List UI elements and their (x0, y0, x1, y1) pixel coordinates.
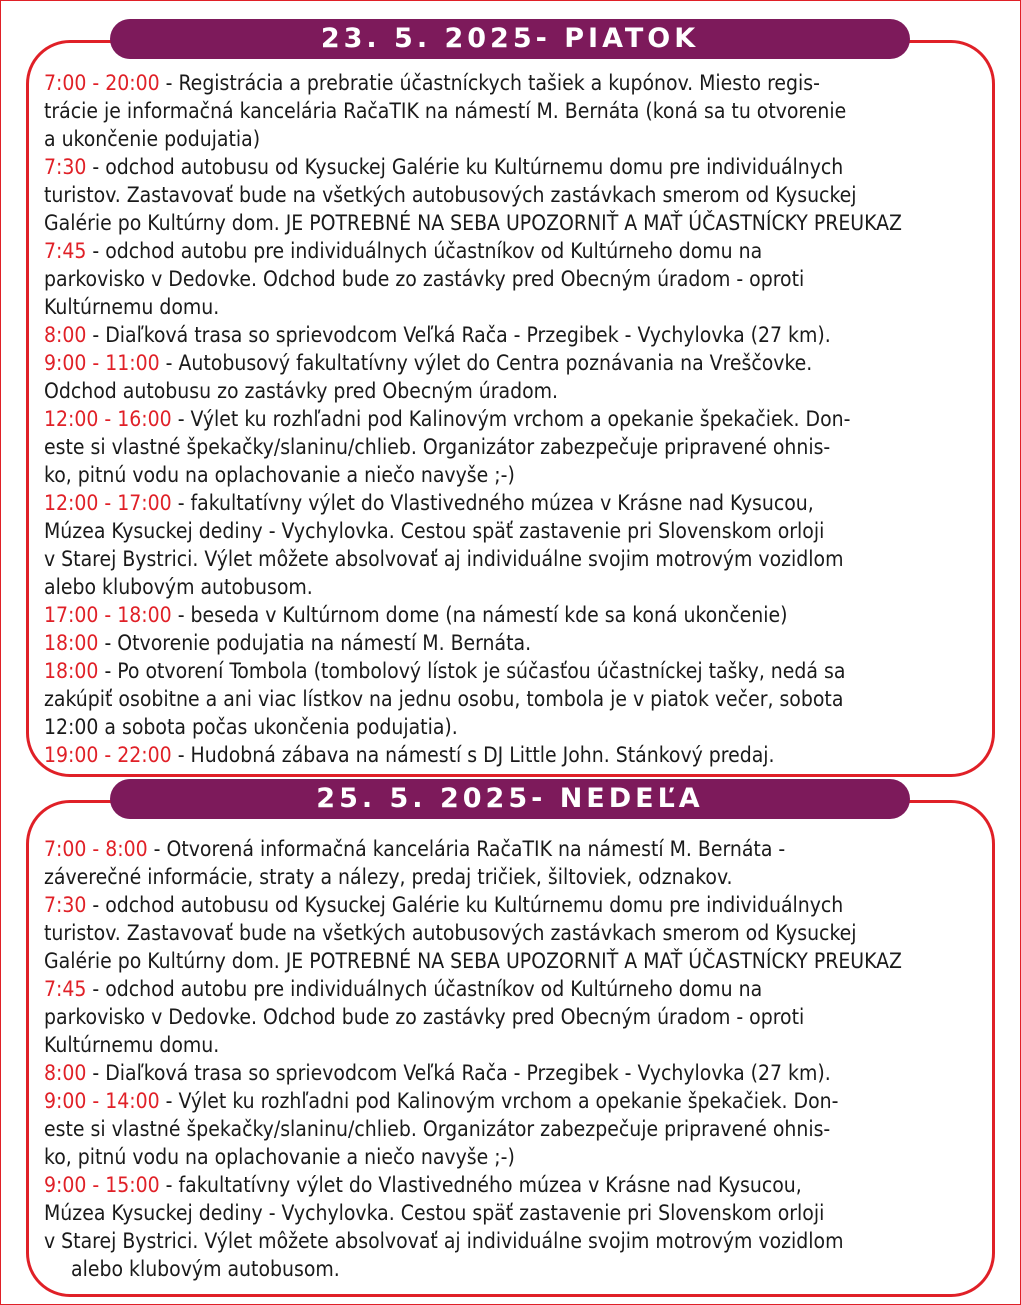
schedule-text: - Registrácia a prebratie účastníckych tašiek a kupónov. Miesto regis- (159, 71, 820, 95)
schedule-line (44, 1087, 979, 1115)
schedule-line (44, 1003, 979, 1031)
schedule-line (44, 293, 979, 321)
schedule-line (44, 657, 979, 685)
schedule-item (44, 237, 979, 321)
schedule-time: 7:00 - 8:00 (44, 837, 148, 861)
schedule-item (44, 601, 979, 629)
schedule-item (44, 629, 979, 657)
schedule-line (44, 237, 979, 265)
schedule-line (44, 1115, 979, 1143)
schedule-text: Odchod autobusu zo zastávky pred Obecným úradom. (44, 379, 559, 403)
schedule-item (44, 975, 979, 1059)
schedule-text: - Otvorená informačná kancelária RačaTIK na námestí M. Bernáta - (147, 837, 786, 861)
schedule-item (44, 835, 979, 891)
schedule-line (44, 713, 979, 741)
schedule-line (44, 601, 979, 629)
schedule-text: - Autobusový fakultatívny výlet do Centra poznávania na Vreščovke. (159, 351, 813, 375)
schedule-item (44, 405, 979, 489)
schedule-text: - Diaľková trasa so sprievodcom Veľká Rača - Przegibek - Vychylovka (27 km). (86, 1061, 831, 1085)
schedule-line (44, 97, 979, 125)
schedule-time: 7:45 (44, 977, 87, 1001)
schedule-time: 19:00 - 22:00 (44, 743, 172, 767)
schedule-text: - fakultatívny výlet do Vlastivedného múzea v Krásne nad Kysucou, (171, 491, 814, 515)
schedule-line (44, 545, 979, 573)
schedule-line (44, 863, 979, 891)
schedule-time: 9:00 - 15:00 (44, 1173, 160, 1197)
schedule-time: 8:00 (44, 1061, 87, 1085)
schedule-line (44, 321, 979, 349)
day-1-schedule (44, 69, 979, 769)
schedule-text: - odchod autobu pre individuálnych účastníkov od Kultúrneho domu na (86, 239, 763, 263)
schedule-text: ko, pitnú vodu na oplachovanie a niečo navyše ;-) (44, 1145, 515, 1169)
schedule-item (44, 891, 979, 975)
day-2-schedule (44, 835, 979, 1283)
schedule-time: 9:00 - 14:00 (44, 1089, 160, 1113)
schedule-text: - Diaľková trasa so sprievodcom Veľká Rača - Przegibek - Vychylovka (27 km). (86, 323, 831, 347)
schedule-line (44, 1199, 979, 1227)
schedule-text: Kultúrnemu domu. (44, 1033, 220, 1057)
schedule-line (44, 1059, 979, 1087)
schedule-text: parkovisko v Dedovke. Odchod bude zo zastávky pred Obecným úradom - oproti (44, 1005, 805, 1029)
schedule-time: 8:00 (44, 323, 87, 347)
schedule-item (44, 349, 979, 405)
schedule-line (44, 1227, 979, 1255)
schedule-text: ko, pitnú vodu na oplachovanie a niečo navyše ;-) (44, 463, 515, 487)
schedule-text: alebo klubovým autobusom. (71, 1257, 340, 1281)
schedule-line (44, 741, 979, 769)
schedule-text: zakúpiť osobitne a ani viac lístkov na jednu osobu, tombola je v piatok večer, sobota (44, 687, 844, 711)
schedule-text: este si vlastné špekačky/slaninu/chlieb. Organizátor zabezpečuje pripravené ohnis- (44, 1117, 831, 1141)
schedule-time: 18:00 (44, 659, 99, 683)
schedule-text: - Otvorenie podujatia na námestí M. Bernáta. (98, 631, 532, 655)
schedule-line (44, 517, 979, 545)
schedule-item (44, 1171, 979, 1283)
schedule-line (44, 891, 979, 919)
schedule-line (44, 125, 979, 153)
schedule-time: 7:30 (44, 155, 87, 179)
schedule-text: v Starej Bystrici. Výlet môžete absolvovať aj individuálne svojim motrovým vozidlom (44, 1229, 844, 1253)
schedule-text: alebo klubovým autobusom. (44, 575, 313, 599)
schedule-text: 12:00 a sobota počas ukončenia podujatia). (44, 715, 458, 739)
schedule-text: v Starej Bystrici. Výlet môžete absolvovať aj individuálne svojim motrovým vozidlom (44, 547, 844, 571)
schedule-line (44, 947, 979, 975)
schedule-line (44, 1143, 979, 1171)
day-1-header: 23. 5. 2025- PIATOK (110, 19, 910, 59)
schedule-item (44, 321, 979, 349)
schedule-text: - fakultatívny výlet do Vlastivedného múzea v Krásne nad Kysucou, (159, 1173, 802, 1197)
schedule-line (44, 181, 979, 209)
schedule-line (44, 1031, 979, 1059)
schedule-line (44, 835, 979, 863)
schedule-line (44, 153, 979, 181)
schedule-time: 9:00 - 11:00 (44, 351, 160, 375)
schedule-time: 7:30 (44, 893, 87, 917)
schedule-time: 18:00 (44, 631, 99, 655)
schedule-text: záverečné informácie, straty a nálezy, predaj tričiek, šiltoviek, odznakov. (44, 865, 733, 889)
schedule-item (44, 1059, 979, 1087)
schedule-line (44, 629, 979, 657)
schedule-item (44, 741, 979, 769)
schedule-text: Múzea Kysuckej dediny - Vychylovka. Cestou späť zastavenie pri Slovenskom orloji (44, 519, 825, 543)
schedule-item (44, 1087, 979, 1171)
schedule-text: turistov. Zastavovať bude na všetkých autobusových zastávkach smerom od Kysuckej (44, 921, 857, 945)
schedule-text: parkovisko v Dedovke. Odchod bude zo zastávky pred Obecným úradom - oproti (44, 267, 805, 291)
schedule-line (44, 433, 979, 461)
schedule-text: - Hudobná zábava na námestí s DJ Little John. Stánkový predaj. (171, 743, 775, 767)
schedule-text: - odchod autobusu od Kysuckej Galérie ku Kultúrnemu domu pre individuálnych (86, 155, 844, 179)
schedule-text: - odchod autobusu od Kysuckej Galérie ku Kultúrnemu domu pre individuálnych (86, 893, 844, 917)
schedule-item (44, 489, 979, 601)
schedule-text: - Výlet ku rozhľadni pod Kalinovým vrchom a opekanie špekačiek. Don- (171, 407, 851, 431)
schedule-item (44, 657, 979, 741)
schedule-line (44, 1171, 979, 1199)
schedule-line (44, 573, 979, 601)
schedule-time: 12:00 - 16:00 (44, 407, 172, 431)
schedule-line (44, 349, 979, 377)
schedule-line (44, 685, 979, 713)
schedule-text: Múzea Kysuckej dediny - Vychylovka. Cestou späť zastavenie pri Slovenskom orloji (44, 1201, 825, 1225)
schedule-text: Galérie po Kultúrny dom. JE POTREBNÉ NA SEBA UPOZORNIŤ A MAŤ ÚČASTNÍCKY PREUKAZ (44, 949, 902, 973)
schedule-line (44, 489, 979, 517)
schedule-text: - beseda v Kultúrnom dome (na námestí kde sa koná ukončenie) (171, 603, 788, 627)
schedule-time: 7:45 (44, 239, 87, 263)
schedule-time: 12:00 - 17:00 (44, 491, 172, 515)
day-2-header: 25. 5. 2025- NEDEĽA (110, 779, 910, 819)
schedule-text: Galérie po Kultúrny dom. JE POTREBNÉ NA SEBA UPOZORNIŤ A MAŤ ÚČASTNÍCKY PREUKAZ (44, 211, 902, 235)
schedule-text: Kultúrnemu domu. (44, 295, 220, 319)
schedule-text: este si vlastné špekačky/slaninu/chlieb. Organizátor zabezpečuje pripravené ohnis- (44, 435, 831, 459)
schedule-text: trácie je informačná kancelária RačaTIK na námestí M. Bernáta (koná sa tu otvorenie (44, 99, 847, 123)
schedule-line (44, 265, 979, 293)
schedule-text: turistov. Zastavovať bude na všetkých autobusových zastávkach smerom od Kysuckej (44, 183, 857, 207)
schedule-time: 17:00 - 18:00 (44, 603, 172, 627)
schedule-line (44, 209, 979, 237)
schedule-time: 7:00 - 20:00 (44, 71, 160, 95)
schedule-line (44, 975, 979, 1003)
schedule-line (44, 1255, 979, 1283)
schedule-text: a ukončenie podujatia) (44, 127, 261, 151)
schedule-line (44, 377, 979, 405)
schedule-line (44, 69, 979, 97)
schedule-text: - Po otvorení Tombola (tombolový lístok je súčasťou účastníckej tašky, nedá sa (98, 659, 846, 683)
schedule-line (44, 405, 979, 433)
schedule-text: - Výlet ku rozhľadni pod Kalinovým vrchom a opekanie špekačiek. Don- (159, 1089, 839, 1113)
schedule-item (44, 69, 979, 153)
schedule-line (44, 919, 979, 947)
schedule-text: - odchod autobu pre individuálnych účastníkov od Kultúrneho domu na (86, 977, 763, 1001)
schedule-item (44, 153, 979, 237)
schedule-line (44, 461, 979, 489)
